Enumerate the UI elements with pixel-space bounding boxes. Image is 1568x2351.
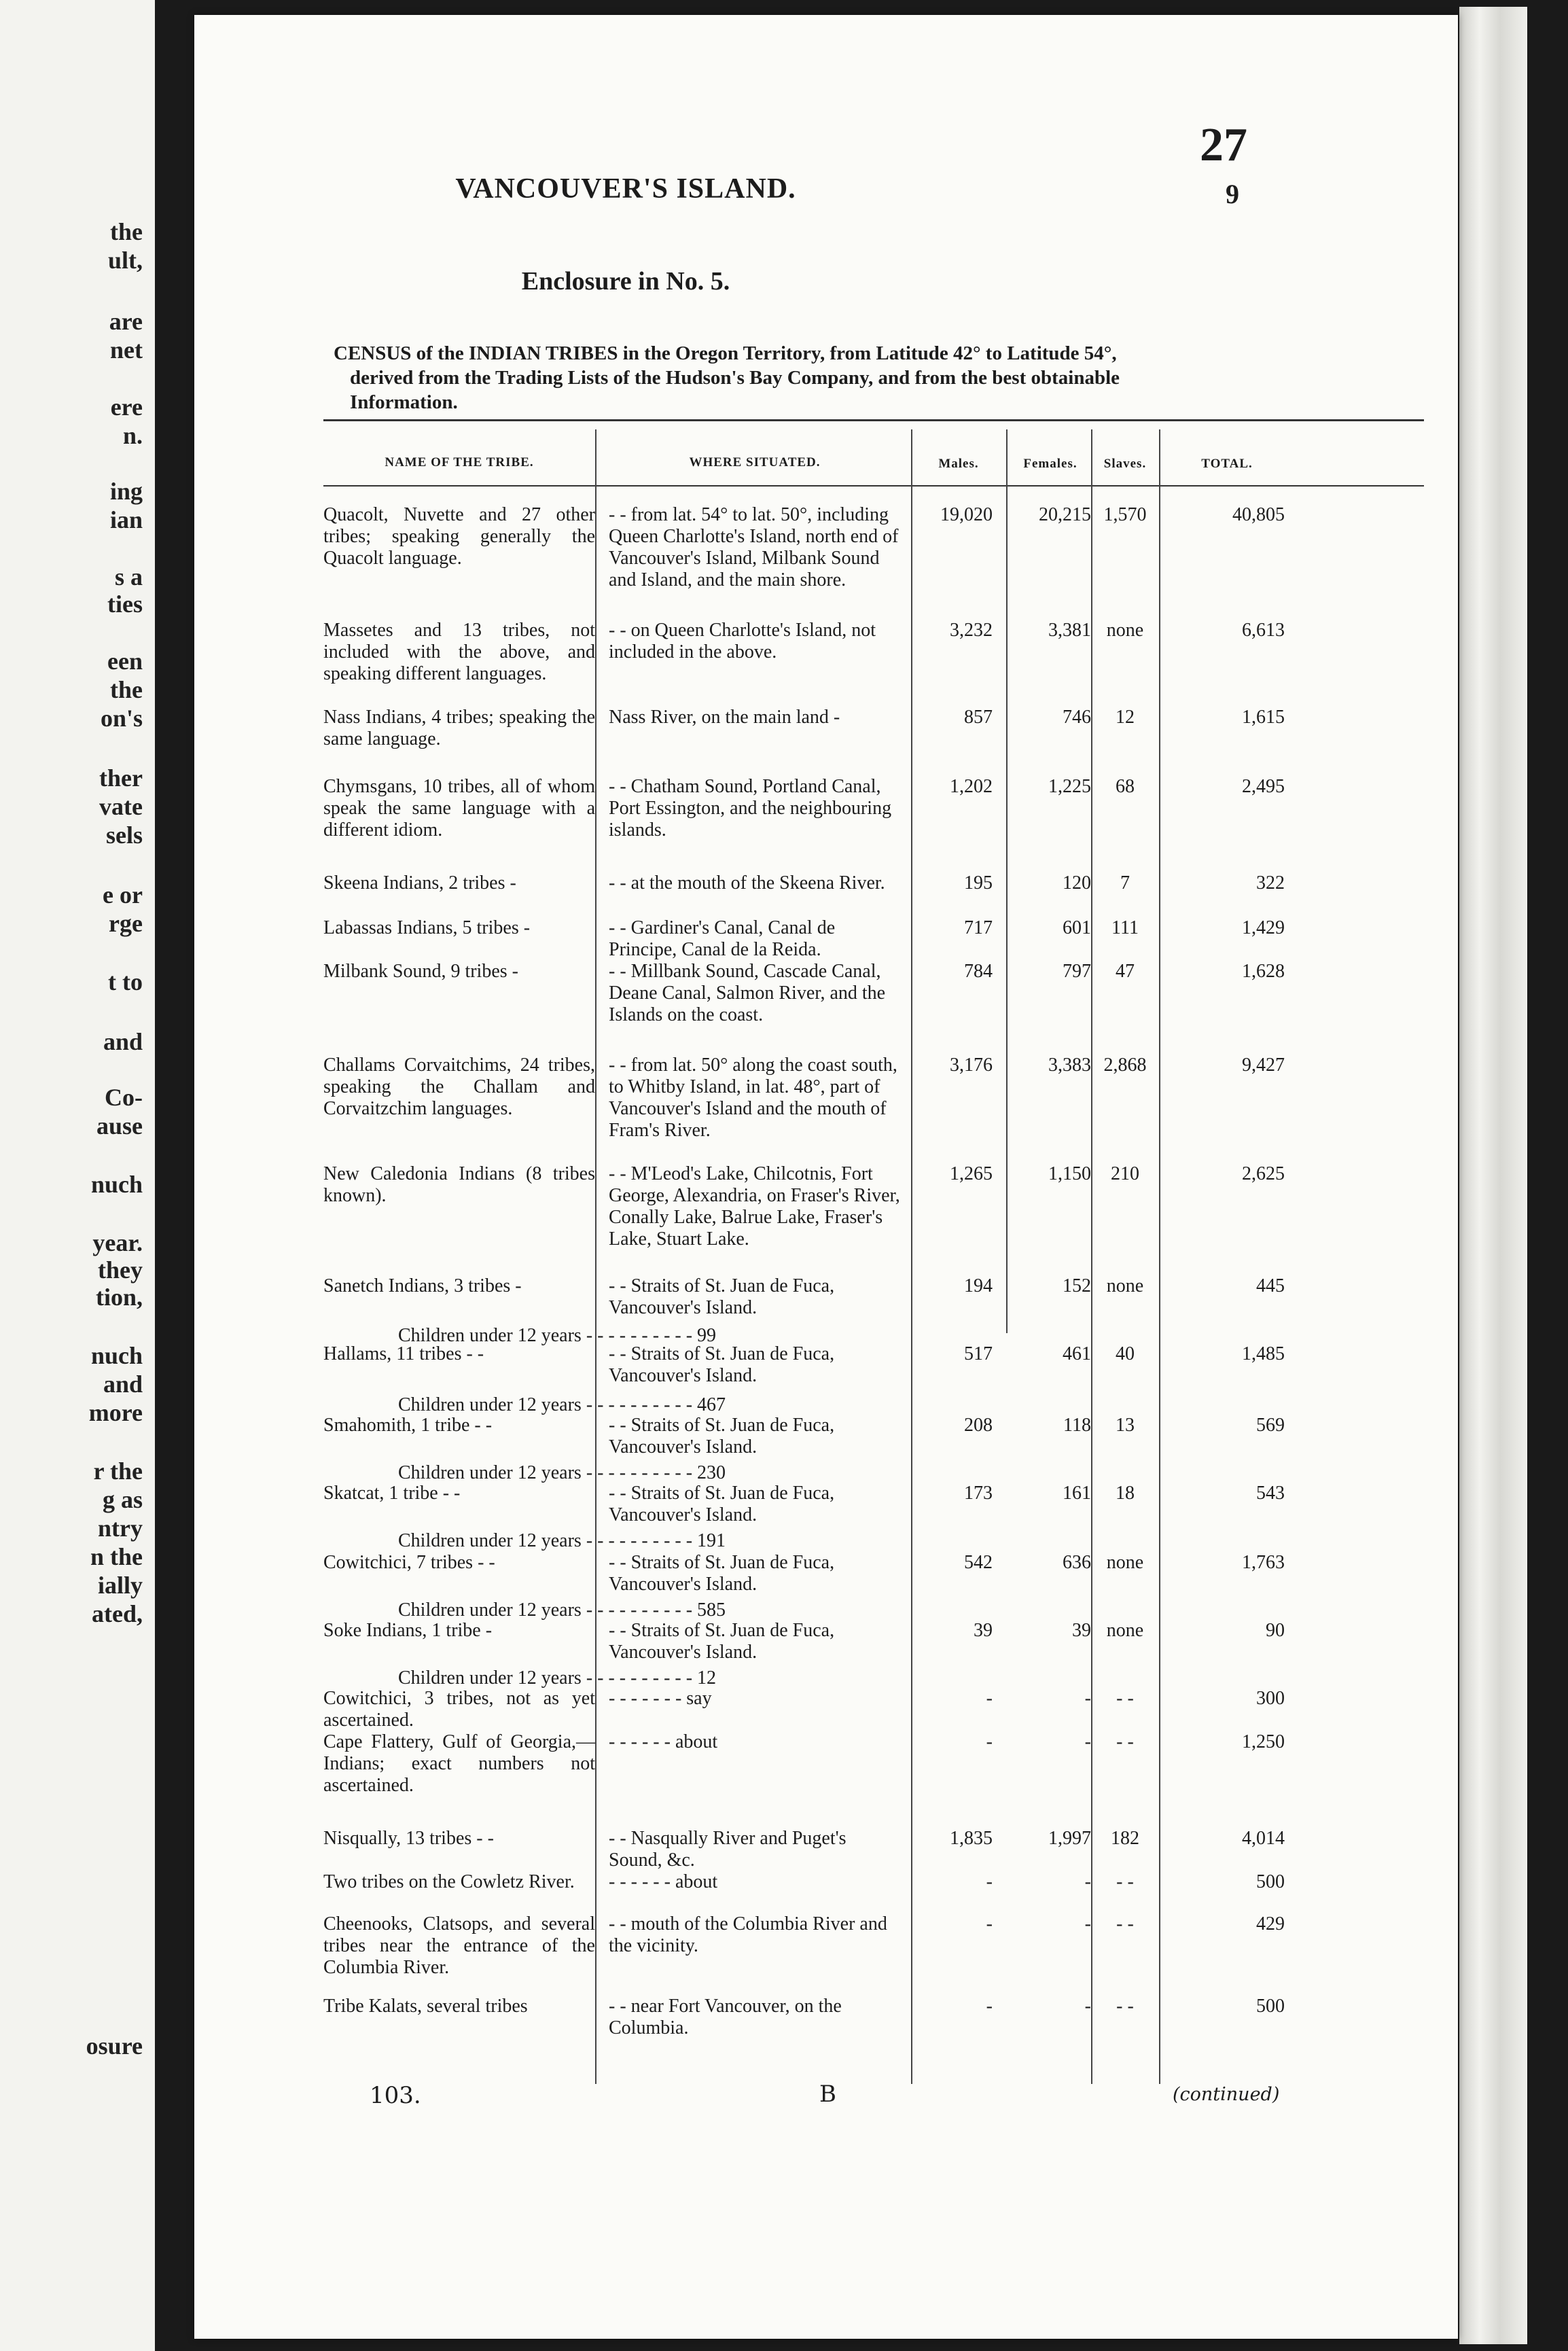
total-cell: 1,429 bbox=[1242, 917, 1285, 938]
males-cell: 173 bbox=[964, 1483, 993, 1504]
slaves-cell: - - bbox=[1116, 1688, 1134, 1709]
left-page-text-fragment: ially bbox=[97, 1572, 143, 1599]
left-page-text-fragment: vate bbox=[99, 793, 143, 820]
tribe-name-cell: Labassas Indians, 5 tribes - bbox=[323, 917, 531, 938]
slaves-cell: none bbox=[1106, 1552, 1144, 1573]
left-page-text-fragment: ian bbox=[109, 506, 143, 533]
tribe-name-cell: New Caledonia Indians (8 tribes known). bbox=[323, 1163, 595, 1206]
total-cell: 1,615 bbox=[1242, 707, 1285, 728]
slaves-cell: - - bbox=[1116, 1731, 1134, 1752]
males-cell: 3,176 bbox=[950, 1055, 993, 1076]
males-cell: - bbox=[986, 1871, 993, 1892]
where-situated-cell: - - at the mouth of the Skeena River. bbox=[609, 872, 885, 894]
children-under-12-row: Children under 12 years - - - - - - - - - - 99 bbox=[398, 1325, 717, 1346]
where-situated-cell: - - Gardiner's Canal, Canal de Principe, Canal de la Reida. bbox=[609, 917, 836, 960]
females-cell: - bbox=[1084, 1871, 1091, 1892]
total-cell: 90 bbox=[1266, 1620, 1285, 1641]
total-cell: 6,613 bbox=[1242, 620, 1285, 641]
children-under-12-row: Children under 12 years - - - - - - - - - - 585 bbox=[398, 1599, 726, 1621]
left-page-text-fragment: rge bbox=[109, 910, 143, 937]
total-cell: 300 bbox=[1256, 1688, 1285, 1709]
tribe-name-cell: Hallams, 11 tribes - - bbox=[323, 1343, 484, 1364]
tribe-name-cell: Challams Corvaitchims, 24 tribes, speaking the Challam and Corvaitzchim languages. bbox=[323, 1055, 595, 1119]
slaves-cell: 12 bbox=[1116, 707, 1135, 728]
females-cell: 152 bbox=[1063, 1275, 1091, 1296]
males-cell: 517 bbox=[964, 1343, 993, 1364]
males-cell: 1,265 bbox=[950, 1163, 993, 1184]
tribe-name-cell: Quacolt, Nuvette and 27 other tribes; speaking generally the Quacolt language. bbox=[323, 504, 595, 569]
females-cell: 161 bbox=[1063, 1483, 1091, 1504]
total-cell: 500 bbox=[1256, 1996, 1285, 2017]
males-cell: 1,835 bbox=[950, 1828, 993, 1849]
slaves-cell: 182 bbox=[1111, 1828, 1139, 1849]
column-divider bbox=[1006, 429, 1008, 1333]
document-page bbox=[194, 15, 1458, 2339]
where-situated-cell: - - Straits of St. Juan de Fuca, Vancouver's Island. bbox=[609, 1552, 835, 1595]
column-divider bbox=[1159, 429, 1160, 2084]
footer-folio: 103. bbox=[370, 2082, 421, 2109]
tribe-name-cell: Cowitchici, 7 tribes - - bbox=[323, 1552, 495, 1573]
females-cell: 746 bbox=[1063, 707, 1091, 728]
left-page-text-fragment: are bbox=[109, 308, 143, 335]
column-header-slaves: Slaves. bbox=[1103, 457, 1147, 471]
census-heading-line: Information. bbox=[350, 391, 458, 413]
left-page-text-fragment: the bbox=[110, 218, 143, 245]
column-header-total: TOTAL. bbox=[1201, 457, 1253, 471]
left-page-text-fragment: r the bbox=[93, 1457, 143, 1485]
males-cell: 19,020 bbox=[940, 504, 993, 525]
females-cell: 120 bbox=[1063, 872, 1091, 894]
females-cell: 1,225 bbox=[1048, 776, 1091, 797]
left-page-text-fragment: osure bbox=[86, 2032, 143, 2060]
slaves-cell: 2,868 bbox=[1103, 1055, 1147, 1076]
page-edge bbox=[1459, 7, 1527, 2344]
left-page-text-fragment: s a bbox=[114, 563, 143, 590]
tribe-name-cell: Two tribes on the Cowletz River. bbox=[323, 1871, 575, 1892]
females-cell: 118 bbox=[1063, 1415, 1091, 1436]
slaves-cell: 210 bbox=[1111, 1163, 1139, 1184]
left-page-text-fragment: nuch bbox=[90, 1342, 143, 1369]
where-situated-cell: - - Chatham Sound, Portland Canal, Port Essington, and the neighbouring islands. bbox=[609, 776, 892, 841]
males-cell: 39 bbox=[974, 1620, 993, 1641]
left-page-text-fragment: net bbox=[110, 336, 143, 364]
total-cell: 1,250 bbox=[1242, 1731, 1285, 1752]
total-cell: 4,014 bbox=[1242, 1828, 1285, 1849]
where-situated-cell: - - near Fort Vancouver, on the Columbia. bbox=[609, 1996, 842, 2038]
females-cell: 3,381 bbox=[1048, 620, 1091, 641]
females-cell: 601 bbox=[1063, 917, 1091, 938]
left-page-text-fragment: year. bbox=[92, 1229, 143, 1256]
total-cell: 500 bbox=[1256, 1871, 1285, 1892]
total-cell: 322 bbox=[1256, 872, 1285, 894]
column-divider bbox=[911, 429, 912, 2084]
tribe-name-cell: Skeena Indians, 2 tribes - bbox=[323, 872, 516, 894]
tribe-name-cell: Milbank Sound, 9 tribes - bbox=[323, 961, 518, 982]
left-page-text-fragment: and bbox=[103, 1028, 143, 1055]
where-situated-cell: - - Millbank Sound, Cascade Canal, Deane Canal, Salmon River, and the Islands on the coast. bbox=[609, 961, 886, 1025]
left-page-text-fragment: een bbox=[107, 648, 143, 675]
census-heading-line: derived from the Trading Lists of the Hudson's Bay Company, and from the best obtainable bbox=[350, 367, 1120, 389]
total-cell: 40,805 bbox=[1232, 504, 1285, 525]
left-page-text-fragment: ties bbox=[107, 590, 143, 618]
total-cell: 445 bbox=[1256, 1275, 1285, 1296]
tribe-name-cell: Sanetch Indians, 3 tribes - bbox=[323, 1275, 522, 1296]
left-page-text-fragment: ntry bbox=[98, 1515, 143, 1542]
females-cell: - bbox=[1084, 1731, 1091, 1752]
page-sub-number: 9 bbox=[1226, 179, 1239, 209]
column-header-males: Males. bbox=[938, 457, 979, 471]
tribe-name-cell: Cape Flattery, Gulf of Georgia,—Indians; exact numbers not ascertained. bbox=[323, 1731, 595, 1796]
total-cell: 2,495 bbox=[1242, 776, 1285, 797]
left-page-text-fragment: nuch bbox=[90, 1171, 143, 1198]
total-cell: 1,628 bbox=[1242, 961, 1285, 982]
where-situated-cell: - - Straits of St. Juan de Fuca, Vancouver's Island. bbox=[609, 1275, 835, 1318]
females-cell: - bbox=[1084, 1996, 1091, 2017]
left-page-text-fragment: ult, bbox=[107, 247, 143, 274]
tribe-name-cell: Soke Indians, 1 tribe - bbox=[323, 1620, 493, 1641]
table-top-rule bbox=[323, 419, 1424, 421]
where-situated-cell: - - Straits of St. Juan de Fuca, Vancouver's Island. bbox=[609, 1483, 835, 1525]
left-page-text-fragment: and bbox=[103, 1371, 143, 1398]
males-cell: - bbox=[986, 1688, 993, 1709]
census-heading bbox=[334, 341, 1448, 414]
slaves-cell: 7 bbox=[1120, 872, 1130, 894]
column-header-name: NAME OF THE TRIBE. bbox=[385, 455, 534, 470]
left-page-fragment bbox=[0, 0, 155, 2351]
males-cell: 857 bbox=[964, 707, 993, 728]
left-page-text-fragment: n. bbox=[122, 422, 143, 449]
children-under-12-row: Children under 12 years - - - - - - - - - - 467 bbox=[398, 1394, 726, 1415]
where-situated-cell: - - from lat. 54° to lat. 50°, including Queen Charlotte's Island, north end of Vancouver's Island, Milbank Sound and Island, and the main shore. bbox=[609, 504, 899, 590]
left-page-text-fragment: the bbox=[110, 676, 143, 703]
tribe-name-cell: Skatcat, 1 tribe - - bbox=[323, 1483, 461, 1504]
slaves-cell: - - bbox=[1116, 1996, 1134, 2017]
left-page-text-fragment: Co- bbox=[105, 1084, 143, 1111]
left-page-text-fragment: more bbox=[88, 1399, 143, 1426]
slaves-cell: none bbox=[1106, 620, 1144, 641]
males-cell: - bbox=[986, 1913, 993, 1934]
where-situated-cell: - - - - - - about bbox=[609, 1731, 718, 1752]
children-under-12-row: Children under 12 years - - - - - - - - - - 12 bbox=[398, 1667, 717, 1689]
left-page-text-fragment: ere bbox=[110, 393, 143, 421]
where-situated-cell: - - Nasqually River and Puget's Sound, &c. bbox=[609, 1828, 847, 1871]
tribe-name-cell: Nisqually, 13 tribes - - bbox=[323, 1828, 494, 1849]
males-cell: 208 bbox=[964, 1415, 993, 1436]
slaves-cell: 18 bbox=[1116, 1483, 1135, 1504]
page-title: VANCOUVER'S ISLAND. bbox=[455, 173, 796, 205]
left-page-text-fragment: they bbox=[98, 1256, 143, 1284]
females-cell: 1,150 bbox=[1048, 1163, 1091, 1184]
tribe-name-cell: Tribe Kalats, several tribes bbox=[323, 1996, 528, 2017]
slaves-cell: - - bbox=[1116, 1913, 1134, 1934]
slaves-cell: 68 bbox=[1116, 776, 1135, 797]
left-page-text-fragment: n the bbox=[90, 1543, 143, 1570]
total-cell: 429 bbox=[1256, 1913, 1285, 1934]
page-number: 27 bbox=[1200, 119, 1247, 171]
column-header-where: WHERE SITUATED. bbox=[689, 455, 821, 470]
header-bottom-rule bbox=[323, 485, 1424, 487]
slaves-cell: 40 bbox=[1116, 1343, 1135, 1364]
total-cell: 2,625 bbox=[1242, 1163, 1285, 1184]
left-page-text-fragment: on's bbox=[100, 705, 143, 732]
census-heading-line: CENSUS of the INDIAN TRIBES in the Oregon Territory, from Latitude 42° to Latitude 54°, bbox=[334, 342, 1117, 364]
slaves-cell: none bbox=[1106, 1620, 1144, 1641]
where-situated-cell: - - mouth of the Columbia River and the vicinity. bbox=[609, 1913, 887, 1956]
tribe-name-cell: Cheenooks, Clatsops, and several tribes near the entrance of the Columbia River. bbox=[323, 1913, 595, 1978]
slaves-cell: 1,570 bbox=[1103, 504, 1147, 525]
females-cell: 797 bbox=[1063, 961, 1091, 982]
total-cell: 569 bbox=[1256, 1415, 1285, 1436]
females-cell: 1,997 bbox=[1048, 1828, 1091, 1849]
where-situated-cell: - - Straits of St. Juan de Fuca, Vancouver's Island. bbox=[609, 1415, 835, 1457]
slaves-cell: none bbox=[1106, 1275, 1144, 1296]
females-cell: - bbox=[1084, 1688, 1091, 1709]
children-under-12-row: Children under 12 years - - - - - - - - - - 191 bbox=[398, 1530, 726, 1551]
females-cell: 636 bbox=[1063, 1552, 1091, 1573]
where-situated-cell: - - Straits of St. Juan de Fuca, Vancouver's Island. bbox=[609, 1620, 835, 1663]
females-cell: 3,383 bbox=[1048, 1055, 1091, 1076]
total-cell: 1,763 bbox=[1242, 1552, 1285, 1573]
males-cell: 717 bbox=[964, 917, 993, 938]
footer-continued: (continued) bbox=[1173, 2084, 1280, 2105]
tribe-name-cell: Smahomith, 1 tribe - - bbox=[323, 1415, 493, 1436]
males-cell: 194 bbox=[964, 1275, 993, 1296]
tribe-name-cell: Nass Indians, 4 tribes; speaking the same language. bbox=[323, 707, 595, 749]
tribe-name-cell: Chymsgans, 10 tribes, all of whom speak the same language with a different idiom. bbox=[323, 776, 595, 841]
left-page-text-fragment: ther bbox=[99, 764, 143, 792]
slaves-cell: 47 bbox=[1116, 961, 1135, 982]
males-cell: 195 bbox=[964, 872, 993, 894]
tribe-name-cell: Massetes and 13 tribes, not included with the above, and speaking different languages. bbox=[323, 620, 595, 684]
slaves-cell: - - bbox=[1116, 1871, 1134, 1892]
males-cell: 3,232 bbox=[950, 620, 993, 641]
where-situated-cell: - - - - - - - say bbox=[609, 1688, 712, 1709]
enclosure-heading: Enclosure in No. 5. bbox=[521, 267, 730, 296]
males-cell: - bbox=[986, 1996, 993, 2017]
females-cell: 39 bbox=[1072, 1620, 1091, 1641]
left-page-text-fragment: ated, bbox=[92, 1600, 143, 1627]
females-cell: - bbox=[1084, 1913, 1091, 1934]
females-cell: 461 bbox=[1063, 1343, 1091, 1364]
slaves-cell: 111 bbox=[1111, 917, 1139, 938]
left-page-text-fragment: tion, bbox=[95, 1284, 143, 1311]
column-header-females: Females. bbox=[1023, 457, 1077, 471]
where-situated-cell: - - on Queen Charlotte's Island, not included in the above. bbox=[609, 620, 876, 662]
males-cell: 1,202 bbox=[950, 776, 993, 797]
where-situated-cell: - - from lat. 50° along the coast south, to Whitby Island, in lat. 48°, part of Vancouver's Island and the mouth of Fram's River. bbox=[609, 1055, 897, 1141]
males-cell: - bbox=[986, 1731, 993, 1752]
left-page-text-fragment: sels bbox=[106, 821, 143, 849]
left-page-text-fragment: e or bbox=[103, 881, 143, 908]
tribe-name-cell: Cowitchici, 3 tribes, not as yet ascertained. bbox=[323, 1688, 595, 1731]
column-divider bbox=[595, 429, 596, 2084]
where-situated-cell: - - M'Leod's Lake, Chilcotnis, Fort George, Alexandria, on Fraser's River, Conally Lake, Balrue Lake, Fraser's Lake, Stuart Lake. bbox=[609, 1163, 900, 1250]
where-situated-cell: Nass River, on the main land - bbox=[609, 707, 840, 728]
footer-signature: B bbox=[819, 2081, 836, 2108]
males-cell: 542 bbox=[964, 1552, 993, 1573]
where-situated-cell: - - Straits of St. Juan de Fuca, Vancouver's Island. bbox=[609, 1343, 835, 1386]
left-page-text-fragment: g as bbox=[102, 1486, 143, 1513]
total-cell: 543 bbox=[1256, 1483, 1285, 1504]
left-page-text-fragment: t to bbox=[108, 968, 143, 995]
children-under-12-row: Children under 12 years - - - - - - - - - - 230 bbox=[398, 1462, 726, 1483]
total-cell: 9,427 bbox=[1242, 1055, 1285, 1076]
females-cell: 20,215 bbox=[1039, 504, 1091, 525]
where-situated-cell: - - - - - - about bbox=[609, 1871, 718, 1892]
left-page-text-fragment: ing bbox=[109, 478, 143, 505]
males-cell: 784 bbox=[964, 961, 993, 982]
total-cell: 1,485 bbox=[1242, 1343, 1285, 1364]
left-page-text-fragment: ause bbox=[96, 1112, 143, 1139]
slaves-cell: 13 bbox=[1116, 1415, 1135, 1436]
